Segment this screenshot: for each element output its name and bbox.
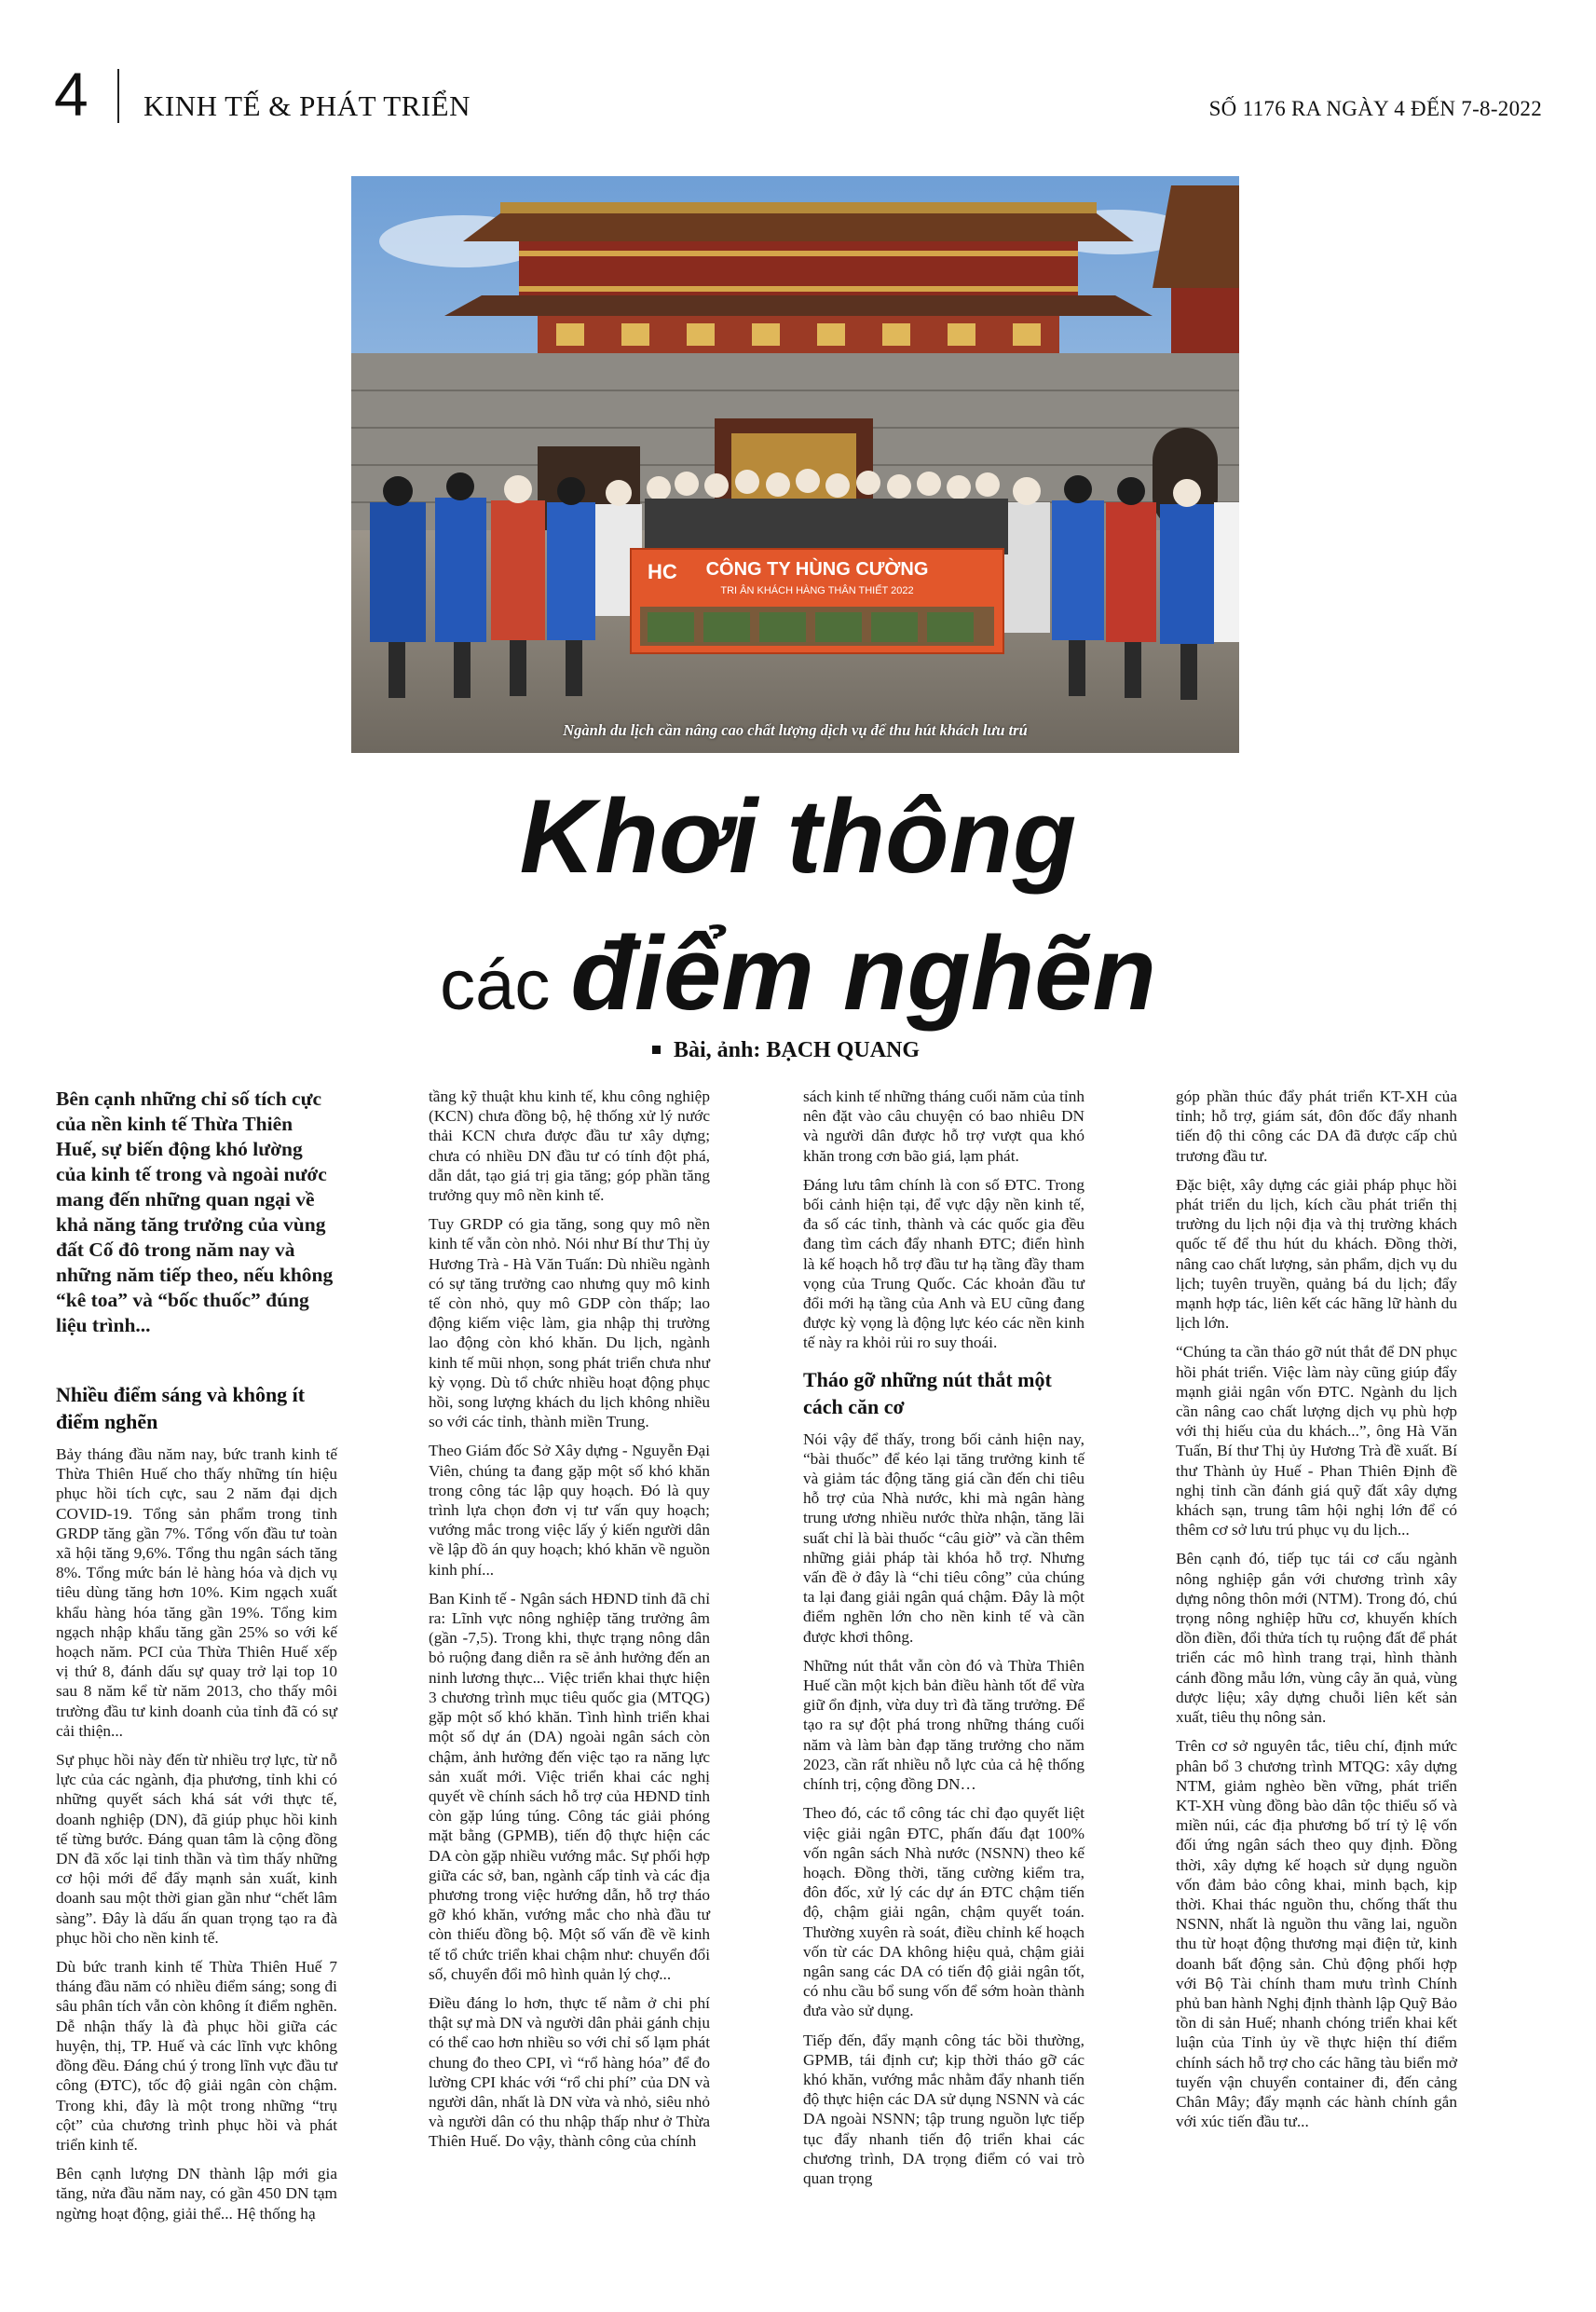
- banner-subtitle: TRI ÂN KHÁCH HÀNG THÂN THIẾT 2022: [720, 585, 914, 596]
- headline-line1: Khơi thông: [519, 778, 1077, 895]
- paragraph: tầng kỹ thuật khu kinh tế, khu công nghiệp (KCN) chưa đồng bộ, hệ thống xử lý nước thải KCN chưa được đầu tư xây dựng; chưa có nhiều DN đầu tư có tính đột phá, dẫn dắt, tạo giá trị gia tăng; góp phần tăng trưởng quy mô nền kinh tế.: [429, 1088, 710, 1205]
- photo-caption: Ngành du lịch cần nâng cao chất lượng dịch vụ để thu hút khách lưu trú: [563, 721, 1028, 739]
- subheading-2: Tháo gỡ những nút thắt một cách căn cơ: [803, 1367, 1052, 1418]
- paragraph: Bảy tháng đầu năm nay, bức tranh kinh tế Thừa Thiên Huế cho thấy những tín hiệu phục hồi tích cực, sau 2 năm đại dịch COVID-19. Tổng sản phẩm trong tỉnh GRDP tăng gần 7%. Tổng vốn đầu tư toàn xã hội tăng 9,6%. Tổng thu ngân sách tăng 8%. Tổng mức bán lẻ hàng hóa và dịch vụ tiêu dùng tăng hơn 10%. Kim ngạch xuất khẩu hàng hóa tăng gần 19%. Tổng kim ngạch nhập khẩu tăng gần 25% so với kế hoạch năm. PCI của Thừa Thiên Huế xếp vị thứ 8, đánh dấu sự quay trở lại top 10 sau 8 năm kể từ năm 2013, cho thấy môi trường đầu tư kinh doanh của tỉnh đã có sự cải thiện...: [56, 1445, 337, 1740]
- paragraph: Theo đó, các tổ công tác chỉ đạo quyết liệt việc giải ngân ĐTC, phấn đấu đạt 100% vốn ngân sách Nhà nước (NSNN) theo kế hoạch. Đồng thời, tăng cường kiểm tra, đôn đốc, xử lý các dự án ĐTC chậm tiến độ, chậm giải ngân, chậm quyết toán. Thường xuyên rà soát, điều chỉnh kế hoạch vốn từ các DA không hiệu quả, chậm giải ngân sang các DA có tiến độ giải ngân tốt, có nhu cầu bổ sung vốn để sớm hoàn thành đưa vào sử dụng.: [803, 1804, 1084, 2020]
- banner-title: CÔNG TY HÙNG CƯỜNG: [705, 559, 929, 580]
- byline-text: Bài, ảnh: BẠCH QUANG: [674, 1038, 921, 1062]
- paragraph: Dù bức tranh kinh tế Thừa Thiên Huế 7 tháng đầu năm có nhiều điểm sáng; song đi sâu phân tích vẫn còn không ít điểm nghẽn. Dễ nhận thấy là đà phục hồi giữa các huyện, thị, TP. Huế và các lĩnh vực không đồng đều. Đáng chú ý trong lĩnh vực đầu tư công (ĐTC), tốc độ giải ngân còn chậm. Trong khi, đây là một trong những “trụ cột” của chương trình phục hồi và phát triển kinh tế.: [56, 1958, 337, 2154]
- paragraph: “Chúng ta cần tháo gỡ nút thắt để DN phục hồi phát triển. Việc làm này cũng giúp đẩy mạnh giải ngân vốn ĐTC. Ngành du lịch cần nâng cao chất lượng dịch vụ phù hợp với thị hiếu của du khách...”, ông Hà Văn Tuấn, Bí thư Thị ủy Hương Trà đề xuất. Bí thư Thành ủy Huế - Phan Thiên Định đề nghị tỉnh cần đánh giá quỹ đất xây dựng khách sạn, trung tâm hội nghị lớn để có thêm cơ sở lưu trú phục vụ du lịch...: [1176, 1343, 1457, 1539]
- page-number: 4: [54, 60, 89, 129]
- paragraph: Theo Giám đốc Sở Xây dựng - Nguyễn Đại Viên, chúng ta đang gặp một số khó khăn trong công tác lập quy hoạch. Đó là quy trình lựa chọn đơn vị tư vấn quy hoạch; vướng mắc trong việc lấy ý kiến người dân về lập đồ án quy hoạch; khó khăn về nguồn kinh phí...: [429, 1442, 710, 1579]
- paragraph: Trên cơ sở nguyên tắc, tiêu chí, định mức phân bổ 3 chương trình MTQG: xây dựng NTM, giảm nghèo bền vững, phát triển KT-XH vùng đồng bào dân tộc thiểu số và miền núi, các địa phương bố trí tỷ lệ vốn đối ứng ngân sách theo quy định. Đồng thời, xây dựng kế hoạch sử dụng nguồn vốn đảm bảo công khai, minh bạch, kịp thời. Khai thác nguồn thu, chống thất thu NSNN, nhất là nguồn thu vãng lai, nguồn thu từ hoạt động thương mại điện tử, kinh doanh bất động sản. Chủ động phối hợp với Bộ Tài chính tham mưu trình Chính phủ ban hành Nghị định thành lập Quỹ Bảo tồn di sản Huế; nhanh chóng triển khai kết luận của Tỉnh ủy về thực hiện thí điểm chính sách hỗ trợ cho các hãng tàu biển mở tuyến vận chuyển container đi, đến cảng Chân Mây; đẩy mạnh các hành chính gắn với xúc tiến đầu tư...: [1176, 1737, 1457, 2131]
- subheading-1: Nhiều điểm sáng và không ít điểm nghẽn: [56, 1383, 306, 1433]
- section-title: KINH TẾ & PHÁT TRIỂN: [143, 89, 471, 122]
- page-header: [54, 62, 1542, 127]
- article-photo: [351, 176, 1239, 753]
- paragraph: Nói vậy để thấy, trong bối cảnh hiện nay, “bài thuốc” để kéo lại tăng trưởng kinh tế và giảm tác động tăng giá cần đến chi tiêu hỗ trợ của Nhà nước, khi mà ngân hàng trung ương nhiều nước thừa nhận, tăng lãi suất chỉ là bài thuốc “câu giờ” và cần thêm những giải pháp tài khóa hỗ trợ. Nhưng vấn đề ở đây là “chi tiêu công” của chúng ta lại đang giải ngân quá chậm. Đây là một điểm nghẽn lớn cho nền kinh tế và cần được khơi thông.: [803, 1430, 1084, 1646]
- banner-logo: HC: [648, 560, 677, 583]
- paragraph: Đặc biệt, xây dựng các giải pháp phục hồi phát triển du lịch, kích cầu phát triển thị trường du lịch nội địa và thị trường khách quốc tế để thu hút du khách. Đồng thời, nâng cao chất lượng, sản phẩm, dịch vụ du lịch; tuyên truyền, quảng bá du lịch; đẩy mạnh hợp tác, liên kết các hãng lữ hành du lịch lớn.: [1176, 1175, 1457, 1333]
- column-3: [803, 1087, 1084, 2197]
- photo-illustration: [351, 176, 1239, 753]
- headline-small-word: các: [440, 946, 551, 1025]
- paragraph: góp phần thúc đẩy phát triển KT-XH của tỉnh; hỗ trợ, giám sát, đôn đốc đẩy nhanh tiến độ thi công các DA đã được cấp chủ trương đầu tư.: [1176, 1088, 1457, 1165]
- paragraph: Tiếp đến, đẩy mạnh công tác bồi thường, GPMB, tái định cư; kịp thời tháo gỡ các khó khăn, vướng mắc nhằm đẩy nhanh tiến độ thực hiện các DA sử dụng NSNN và các DA ngoài NSNN; tập trung nguồn lực tiếp tục đẩy nhanh tiến độ triển khai các chương trình, DA trọng điểm có vai trò quan trọng: [803, 2031, 1084, 2187]
- lead-paragraph: Bên cạnh những chỉ số tích cực của nền kinh tế Thừa Thiên Huế, sự biến động khó lường của kinh tế trong và ngoài nước mang đến những quan ngại về khả năng tăng trưởng của vùng đất Cố đô trong năm nay và những năm tiếp theo, nếu không “kê toa” và “bốc thuốc” đúng liệu trình...: [56, 1088, 334, 1336]
- paragraph: Tuy GRDP có gia tăng, song quy mô nền kinh tế vẫn còn nhỏ. Nói như Bí thư Thị ủy Hương Trà - Hà Văn Tuấn: Dù nhiều ngành có sự tăng trưởng cao nhưng quy mô kinh tế còn nhỏ, quy mô GDP còn thấp; lao động kiếm việc làm, gia nhập thị trường lao động còn khó khăn. Du lịch, ngành kinh tế mũi nhọn, song phát triển chưa như kỳ vọng. Dù tổ chức nhiều hoạt động phục hồi, song lượng khách du lịch không nhiều so với các tỉnh, thành miền Trung.: [429, 1215, 710, 1431]
- headline-big-words: điểm nghẽn: [570, 915, 1156, 1032]
- paragraph: Những nút thắt vẫn còn đó và Thừa Thiên Huế cần một kịch bản điều hành tốt để vừa giữ ổn định, vừa duy trì đà tăng trưởng. Để tạo ra sự đột phá trong những tháng cuối năm và làm bàn đạp tăng trưởng cho năm 2023, cần rất nhiều nỗ lực của cả hệ thống chính trị, cộng đồng DN…: [803, 1656, 1084, 1794]
- paragraph: Bên cạnh đó, tiếp tục tái cơ cấu ngành nông nghiệp gắn với chương trình xây dựng nông thôn mới (NTM). Trong đó, chú trọng nông nghiệp hữu cơ, khuyến khích dồn điền, đổi thửa tích tụ ruộng đất để phát triển các mô hình trang trại, hình thành cánh đồng mẫu lớn, vùng cây ăn quả, vùng dược liệu; xây dựng chuỗi liên kết sản xuất, tiêu thụ nông sản.: [1176, 1550, 1457, 1727]
- paragraph: Sự phục hồi này đến từ nhiều trợ lực, từ nỗ lực của các ngành, địa phương, tỉnh khi có những quyết sách khá sát với thực tế, doanh nghiệp (DN), đã giúp phục hồi kinh tế từng bước. Đáng quan tâm là cộng đồng DN đã xốc lại tinh thần và tìm thấy những cơ hội mới để đẩy mạnh sản xuất, kinh doanh sau một thời gian gần như “chết lâm sàng”. Đây là dấu ấn quan trọng tạo ra đà phục hồi cho nền kinh tế.: [56, 1751, 337, 1947]
- column-4: [1176, 1087, 1457, 2141]
- byline: [652, 1038, 920, 1063]
- bullet-square-icon: [652, 1046, 661, 1054]
- header-divider: [117, 69, 119, 123]
- issue-date: SỐ 1176 RA NGÀY 4 ĐẾN 7-8-2022: [1208, 97, 1542, 120]
- paragraph: sách kinh tế những tháng cuối năm của tỉnh nên đặt vào câu chuyện có bao nhiêu DN và người dân được hỗ trợ vượt qua khó khăn trong cơn bão giá, lạm phát.: [803, 1088, 1084, 1165]
- paragraph: Đáng lưu tâm chính là con số ĐTC. Trong bối cảnh hiện tại, để vực dậy nền kinh tế, đa số các tỉnh, thành và các quốc gia đều đang tìm cách đẩy nhanh ĐTC; điển hình là kế hoạch hỗ trợ đầu tư hạ tầng đầy tham vọng của Trung Quốc. Các khoản đầu tư đổi mới hạ tầng của Anh và EU cũng đang được kỳ vọng là động lực kéo các nền kinh tế này ra khỏi rủi ro suy thoái.: [803, 1175, 1084, 1352]
- paragraph: Bên cạnh lượng DN thành lập mới gia tăng, nửa đầu năm nay, có gần 450 DN tạm ngừng hoạt động, giải thể... Hệ thống hạ: [56, 2165, 337, 2223]
- paragraph: Điều đáng lo hơn, thực tế nằm ở chi phí thật sự mà DN và người dân phải gánh chịu có thể cao hơn nhiều so với chỉ số lạm phát chung đo theo CPI, vì “rổ hàng hóa” để đo lường CPI khác với “rổ chi phí” của DN và người dân, nhất là DN vừa và nhỏ, siêu nhỏ và người dân có thu nhập thấp như ở Thừa Thiên Huế. Do vậy, thành công của chính: [429, 1993, 710, 2151]
- paragraph: Ban Kinh tế - Ngân sách HĐND tỉnh đã chỉ ra: Lĩnh vực nông nghiệp tăng trưởng âm (gần -7,5). Trong khi, thực trạng nông dân bỏ ruộng đang diễn ra sẽ ảnh hưởng đến an ninh lương thực... Việc triển khai thực hiện 3 chương trình mục tiêu quốc gia (MTQG) gặp một số khó khăn. Tình hình triển khai một số dự án (DA) ngoài ngân sách còn chậm, ảnh hưởng đến việc tạo ra năng lực sản xuất mới. Việc triển khai các nghị quyết về chính sách hỗ trợ của HĐND tỉnh còn gặp lúng túng. Công tác giải phóng mặt bằng (GPMB), tiến độ thực hiện các DA còn gặp nhiều vướng mắc. Sự phối hợp giữa các sở, ban, ngành cấp tỉnh và các địa phương trong việc hướng dẫn, hỗ trợ tháo gỡ khó khăn, vướng mắc cho nhà đầu tư còn thiếu đồng bộ. Một số vấn đề về kinh tế tổ chức triển khai chậm như: chuyển đổi số, chuyển đổi mô hình quản lý chợ...: [429, 1589, 710, 1983]
- column-1: [56, 1087, 337, 2233]
- column-2: [429, 1087, 710, 2161]
